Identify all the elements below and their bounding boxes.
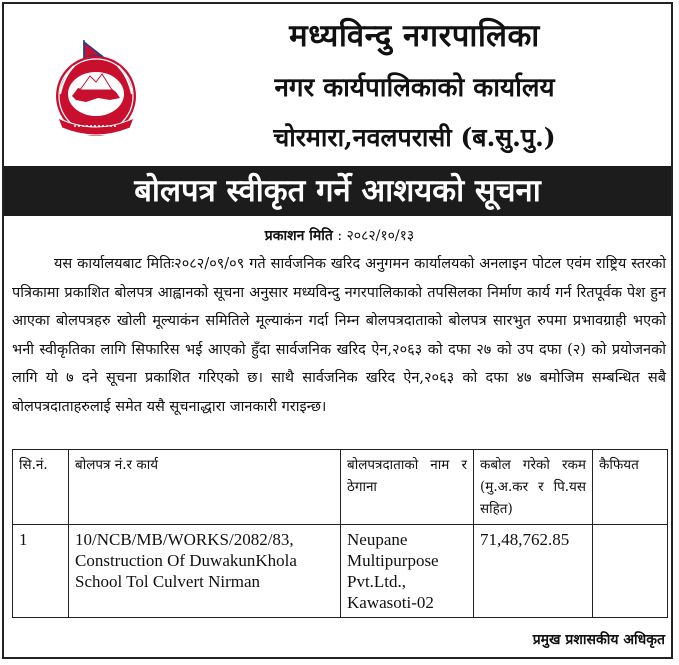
col-header-bidder: बोलपत्रदाताको नाम र ठेगाना xyxy=(341,450,474,525)
col-header-remarks: कैफियत xyxy=(593,450,668,525)
cell-amount: 71,48,762.85 xyxy=(474,525,593,618)
award-table xyxy=(12,449,668,618)
col-header-amount: कबोल गरेको रकम (मु.अ.कर र पि.यस सहित) xyxy=(474,450,593,525)
cell-serial: 1 xyxy=(13,525,69,618)
col-header-bid-work: बोलपत्र नं.र कार्य xyxy=(69,450,341,525)
signature-title: प्रमुख प्रशासकीय अधिकृत xyxy=(532,632,665,648)
municipality-name: मध्यविन्दु नगरपालिका xyxy=(289,18,540,54)
publication-date-value: : २०८२/१०/१३ xyxy=(337,228,415,244)
municipality-emblem-icon xyxy=(44,36,148,140)
table-header-row xyxy=(13,450,668,525)
cell-remarks xyxy=(593,525,668,618)
notice-title: बोलपत्र स्वीकृत गर्ने आशयको सूचना xyxy=(4,166,671,216)
col-header-serial: सि.नं. xyxy=(13,450,69,525)
cell-bid-work: 10/NCB/MB/WORKS/2082/83, Construction Of DuwakunKhola School Tol Culvert Nirman xyxy=(69,525,341,618)
notice-body: यस कार्यालयबाट मितिः२०८२/०९/०९ गते सार्वजनिक खरिद अनुगमन कार्यालयको अनलाइन पोटल एवंम राष्ट्रिय स्तरको पत्रिकामा प्रकाशित बोलपत्र आह्वानको सूचना अनुसार मध्यविन्दु नगरपालिकाको तपसिलका निर्माण कार्य गर्न रितपूर्वक पेश हुन आएका बोलपत्रहरु खोली मूल्याकंन समितिले मूल्याकंन गर्दा निम्न बोलपत्रदाताको बोलपत्र सारभुत रुपमा प्रभावग्राही भएको भनी स्वीकृतिका लागि सिफारिस भई आएको हुँदा सार्वजनिक खरिद ऐन,२०६३ को दफा २७ को उप दफा (२) को प्रयोजनको लागि यो ७ दने सूचना प्रकाशित गरिएको छ। साथै सार्वजनिक खरिद ऐन,२०६३ को दफा ४७ बमोजिम सम्बन्धित सबै बोलपत्रदाताहरुलाई समेत यसै सूचनाद्धारा जानकारी गराइन्छ। xyxy=(12,256,666,415)
office-name: नगर कार्यपालिकाको कार्यालय xyxy=(274,73,555,103)
table-row xyxy=(13,525,668,618)
publication-label: प्रकाशन मिति xyxy=(264,228,333,244)
cell-bidder: Neupane Multipurpose Pvt.Ltd., Kawasoti-02 xyxy=(341,525,474,618)
publication-date xyxy=(0,226,679,245)
office-address: चोरमारा,नवलपरासी (ब.सु.पु.) xyxy=(273,123,556,152)
